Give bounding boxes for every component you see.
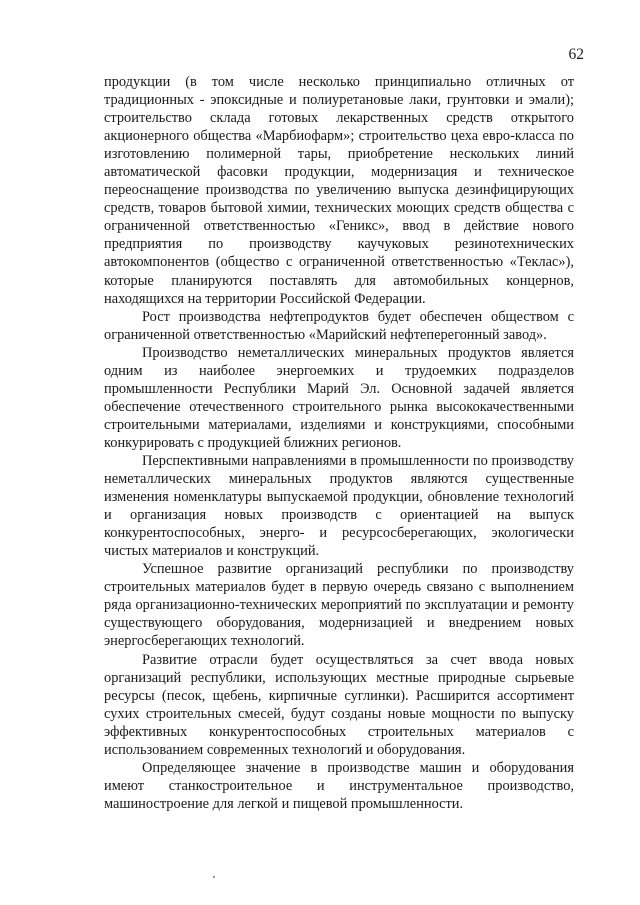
scan-artifact (213, 876, 215, 878)
paragraph-successful-development: Успешное развитие организаций республики по производству строительных материалов будет в первую очередь связано с выполнением ряда организационно-технических мероприятий по эксплуатации и ремонту существующего оборудования, модернизацией и внедрением новых энергосберегающих технологий. (104, 561, 574, 650)
paragraph-machinery: Определяющее значение в производстве машин и оборудования имеют станкостроительное и инструментальное производство, машиностроение для легкой и пищевой промышленности. (104, 759, 574, 812)
paragraph-oil-products: Рост производства нефтепродуктов будет обеспечен обществом с ограниченной ответственностью «Марийский нефтеперегонный завод». (104, 308, 574, 343)
paragraph-continued: продукции (в том числе несколько принципиально отличных от традиционных - эпоксидные и полиуретановые лаки, грунтовки и эмали); строительство склада готовых лекарственных средств открытого акционерного общества «Марбиофарм»; строительство цеха евро-класса по изготовлению полимерной тары, приобретение нескольких линий автоматической фасовки продукции, модернизация и техническое переоснащение производства по увеличению выпуска дезинфицирующих средств, товаров бытовой химии, технических моющих средств общества с ограниченной ответственностью «Геникс», ввод в действие нового предприятия по производству каучуковых резинотехнических автокомпонентов (общество с ограниченной ответственностью «Теклас»), которые планируются поставлять для автомобильных концернов, находящихся на территории Российской Федерации. (104, 74, 574, 307)
body-text (104, 73, 574, 813)
paragraph-nonmetallic-minerals: Производство неметаллических минеральных продуктов является одним из наиболее энергоемких и трудоемких подразделов промышленности Республики Марий Эл. Основной задачей является обеспечение отечественного строительного рынка высококачественными строительными материалами, изделиями и конструкциями, способными конкурировать с продукцией ближних регионов. (104, 344, 574, 451)
paragraph-prospective-directions: Перспективными направлениями в промышленности по производству неметаллических минеральных продуктов являются существенные изменения номенклатуры выпускаемой продукции, обновление технологий и организация новых производств с ориентацией на выпуск конкурентоспособных, энерго- и ресурсосберегающих, экологически чистых материалов и конструкций. (104, 452, 574, 560)
paragraph-industry-development: Развитие отрасли будет осуществляться за счет ввода новых организаций республики, использующих местные природные сырьевые ресурсы (песок, щебень, кирпичные суглинки). Расширится ассортимент сухих строительных смесей, будут созданы новые мощности по выпуску эффективных конкурентоспособных строительных материалов с использованием современных технологий и оборудования. (104, 651, 574, 758)
page-number: 62 (568, 46, 584, 63)
